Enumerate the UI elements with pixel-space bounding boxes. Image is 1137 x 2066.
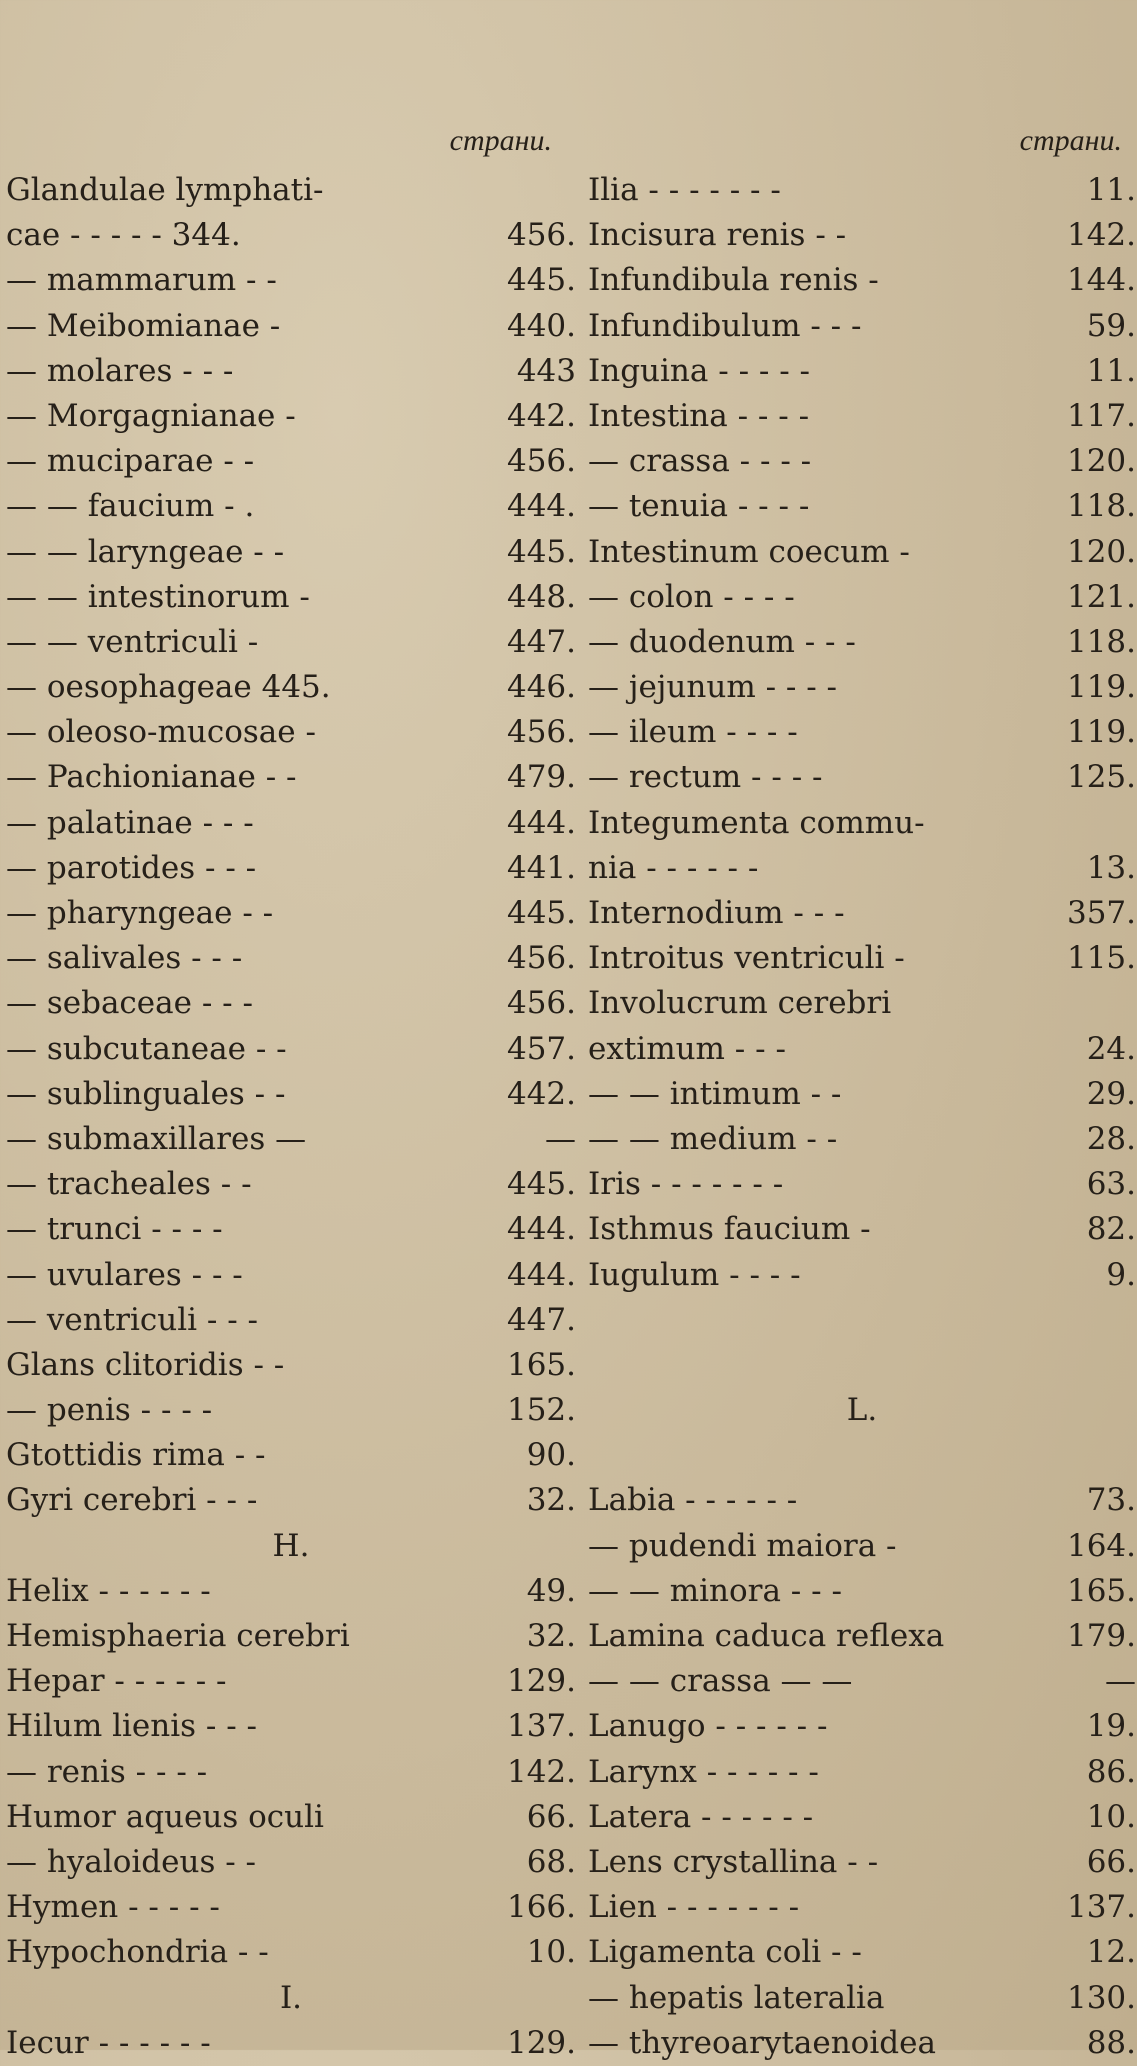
entry-term: Hilum lienis - - -	[6, 1708, 258, 1745]
entry-page-number: 444.	[506, 804, 576, 841]
entry-page-number: 442.	[506, 397, 576, 434]
entry-term: Larynx - - - - - -	[588, 1753, 819, 1790]
index-entry	[6, 1207, 576, 1252]
index-entry	[6, 1659, 576, 1704]
entry-page-number: 164.	[1066, 1527, 1136, 1564]
entry-term: — tenuia - - - -	[588, 488, 810, 525]
blank-line	[588, 1343, 1136, 1388]
entry-page-number: 165.	[506, 1346, 576, 1383]
entry-term: — — ventriculi -	[6, 623, 259, 660]
entry-term: — muciparae - -	[6, 443, 255, 480]
entry-page-number: 456.	[506, 217, 576, 254]
entry-term: — penis - - - -	[6, 1392, 213, 1429]
entry-page-number: 125.	[1066, 759, 1136, 796]
index-entry	[6, 936, 576, 981]
entry-term: — ileum - - - -	[588, 714, 798, 751]
index-entry	[6, 439, 576, 484]
index-entry	[6, 530, 576, 575]
entry-page-number: 19.	[1086, 1708, 1136, 1745]
index-entry	[588, 1478, 1136, 1523]
entry-page-number: 32.	[526, 1618, 576, 1654]
entry-term: extimum - - -	[588, 1030, 786, 1067]
index-entry	[588, 1027, 1136, 1072]
entry-term: — uvulares - - -	[6, 1256, 243, 1293]
entry-term: — oesophageae 445.	[6, 669, 331, 706]
index-entry	[588, 484, 1136, 529]
entry-term: — duodenum - - -	[588, 623, 856, 660]
entry-term: — — minora - - -	[588, 1572, 842, 1609]
entry-term: — sublinguales - -	[6, 1075, 286, 1112]
entry-page-number: 66.	[1086, 1843, 1136, 1880]
entry-term: Hepar - - - - - -	[6, 1663, 227, 1700]
entry-page-number: 479.	[506, 759, 576, 796]
index-entry	[6, 1885, 576, 1930]
entry-page-number: 82.	[1086, 1211, 1136, 1248]
left-entries	[6, 168, 576, 2066]
entry-term: Glandulae lymphati-	[6, 172, 324, 208]
entry-page-number: 118.	[1066, 623, 1136, 660]
index-entry	[588, 349, 1136, 394]
entry-term: — rectum - - - -	[588, 759, 823, 796]
entry-term: — pudendi maiora -	[588, 1527, 897, 1564]
index-entry	[588, 1162, 1136, 1207]
entry-term: — ventriculi - - -	[6, 1301, 259, 1338]
entry-term: Ligamenta coli - -	[588, 1934, 862, 1971]
entry-page-number: 357.	[1066, 895, 1136, 931]
entry-term: — — laryngeae - -	[6, 533, 285, 570]
index-entry	[6, 2021, 576, 2066]
entry-term: Intestinum coecum -	[588, 533, 910, 570]
index-entry	[6, 394, 576, 439]
index-entry	[588, 304, 1136, 349]
index-entry	[6, 755, 576, 800]
index-entry	[6, 1750, 576, 1795]
entry-page-number: 445.	[506, 262, 576, 299]
entry-term: — pharyngeae - -	[6, 895, 274, 931]
entry-page-number: 440.	[506, 307, 576, 344]
entry-term: — tracheales - -	[6, 1166, 252, 1203]
index-entry	[588, 1795, 1136, 1840]
index-entry	[588, 1976, 1136, 2021]
left-column-header: страни.	[449, 124, 552, 157]
entry-page-number: 32.	[526, 1482, 576, 1519]
entry-page-number: —	[1105, 1663, 1136, 1700]
index-entry	[588, 801, 1136, 846]
index-entry	[588, 620, 1136, 665]
index-entry	[6, 168, 576, 213]
entry-page-number: 443	[516, 352, 576, 389]
entry-term: Inguina - - - - -	[588, 352, 811, 389]
entry-term: Lanugo - - - - - -	[588, 1708, 828, 1745]
entry-page-number: 118.	[1066, 488, 1136, 525]
entry-term: Infundibula renis -	[588, 262, 879, 299]
entry-page-number: 444.	[506, 488, 576, 525]
index-entry	[6, 1253, 576, 1298]
index-entry	[588, 394, 1136, 439]
entry-term: nia - - - - - -	[588, 849, 759, 886]
entry-page-number: 120.	[1066, 443, 1136, 480]
entry-term: — hepatis lateralia	[588, 1979, 885, 2016]
entry-term: — thyreoarytaenoidea	[588, 2024, 936, 2061]
entry-term: — Morgagnianae -	[6, 397, 296, 434]
index-entry	[588, 1750, 1136, 1795]
entry-page-number: 457.	[506, 1030, 576, 1067]
index-entry	[6, 304, 576, 349]
entry-page-number: 90.	[526, 1437, 576, 1474]
entry-term: cae - - - - - 344.	[6, 217, 241, 254]
entry-term: — crassa - - - -	[588, 443, 812, 480]
entry-term: Latera - - - - - -	[588, 1798, 814, 1835]
entry-page-number: 441.	[506, 849, 576, 886]
right-column-header: страни.	[1019, 124, 1122, 157]
entry-page-number: 179.	[1066, 1618, 1136, 1654]
entry-page-number: 86.	[1086, 1753, 1136, 1790]
entry-term: Ilia - - - - - - -	[588, 172, 781, 208]
entry-term: Internodium - - -	[588, 895, 845, 931]
entry-term: Gtottidis rima - -	[6, 1437, 266, 1474]
entry-term: Glans clitoridis - -	[6, 1346, 285, 1383]
entry-term: — — faucium - .	[6, 488, 255, 525]
index-entry	[588, 936, 1136, 981]
index-entry	[6, 1795, 576, 1840]
entry-page-number: 444.	[506, 1211, 576, 1248]
entry-term: Labia - - - - - -	[588, 1482, 798, 1519]
index-entry	[588, 1614, 1136, 1659]
entry-page-number: 63.	[1086, 1166, 1136, 1203]
entry-term: Hymen - - - - -	[6, 1889, 220, 1926]
entry-page-number: 120.	[1066, 533, 1136, 570]
index-entry	[588, 1569, 1136, 1614]
index-entry	[6, 1478, 576, 1523]
entry-page-number: 456.	[506, 443, 576, 480]
entry-page-number: 28.	[1086, 1120, 1136, 1157]
entry-term: — — intimum - -	[588, 1075, 842, 1112]
entry-term: — colon - - - -	[588, 578, 795, 615]
entry-page-number: 119.	[1066, 714, 1136, 751]
entry-page-number: 11.	[1086, 352, 1136, 389]
section-letter	[6, 1976, 576, 2021]
entry-page-number: 166.	[506, 1889, 576, 1926]
index-entry	[6, 1569, 576, 1614]
index-entry	[6, 710, 576, 755]
index-entry	[6, 1162, 576, 1207]
index-entry	[588, 2021, 1136, 2066]
entry-term: — — medium - -	[588, 1120, 838, 1157]
entry-page-number: 142.	[1066, 217, 1136, 254]
index-entry	[6, 891, 576, 936]
index-entry	[588, 755, 1136, 800]
section-letter	[588, 1388, 1136, 1433]
entry-page-number: 130.	[1066, 1979, 1136, 2016]
index-entry	[588, 1704, 1136, 1749]
entry-term: — submaxillares —	[6, 1120, 307, 1157]
entry-term: Isthmus faucium -	[588, 1211, 871, 1248]
entry-term: Lens crystallina - -	[588, 1843, 879, 1880]
entry-term: Iugulum - - - -	[588, 1256, 801, 1293]
index-entry	[6, 1343, 576, 1388]
index-entry	[588, 1659, 1136, 1704]
entry-page-number: 445.	[506, 533, 576, 570]
entry-term: Iecur - - - - - -	[6, 2024, 211, 2061]
entry-page-number: 445.	[506, 895, 576, 931]
entry-term: Integumenta commu-	[588, 804, 925, 841]
entry-page-number: 447.	[506, 623, 576, 660]
entry-page-number: 129.	[506, 1663, 576, 1700]
index-entry	[6, 1930, 576, 1975]
index-entry	[6, 213, 576, 258]
index-entry	[588, 981, 1136, 1026]
entry-page-number: 446.	[506, 669, 576, 706]
index-entry	[6, 575, 576, 620]
index-entry	[588, 168, 1136, 213]
index-entry	[588, 846, 1136, 891]
entry-page-number: 13.	[1086, 849, 1136, 886]
index-entry	[588, 439, 1136, 484]
entry-page-number: 12.	[1086, 1934, 1136, 1971]
entry-term: — parotides - - -	[6, 849, 257, 886]
entry-page-number: 442.	[506, 1075, 576, 1112]
entry-term: Hemisphaeria cerebri	[6, 1618, 350, 1654]
entry-page-number: 448.	[506, 578, 576, 615]
index-entry	[6, 484, 576, 529]
entry-term: I.	[279, 1979, 303, 2016]
index-entry	[6, 1840, 576, 1885]
index-entry	[6, 1117, 576, 1162]
entry-term: Incisura renis - -	[588, 217, 847, 254]
index-entry	[588, 530, 1136, 575]
entry-term: — oleoso-mucosae -	[6, 714, 316, 751]
index-entry	[588, 213, 1136, 258]
index-entry	[588, 1207, 1136, 1252]
entry-term: Gyri cerebri - - -	[6, 1482, 258, 1519]
index-entry	[6, 1027, 576, 1072]
right-entries	[588, 168, 1136, 2066]
index-entry	[6, 665, 576, 710]
entry-page-number: —	[545, 1120, 576, 1157]
index-entry	[6, 1298, 576, 1343]
index-entry	[588, 1840, 1136, 1885]
entry-term: — salivales - - -	[6, 940, 243, 977]
entry-page-number: 73.	[1086, 1482, 1136, 1519]
entry-term: — hyaloideus - -	[6, 1843, 257, 1880]
entry-term: — molares - - -	[6, 352, 234, 389]
entry-term: Lien - - - - - - -	[588, 1889, 800, 1926]
index-entry	[588, 1117, 1136, 1162]
entry-term: — Pachionianae - -	[6, 759, 297, 796]
entry-page-number: 165.	[1066, 1572, 1136, 1609]
entry-term: — — intestinorum -	[6, 578, 310, 615]
index-entry	[6, 1614, 576, 1659]
entry-page-number: 142.	[506, 1753, 576, 1790]
entry-term: — palatinae - - -	[6, 804, 254, 841]
index-entry	[6, 1388, 576, 1433]
index-entry	[588, 258, 1136, 303]
index-entry	[588, 1524, 1136, 1569]
index-entry	[588, 1930, 1136, 1975]
entry-page-number: 49.	[526, 1572, 576, 1609]
entry-page-number: 144.	[1066, 262, 1136, 299]
blank-line	[588, 1298, 1136, 1343]
entry-page-number: 29.	[1086, 1075, 1136, 1112]
entry-term: Introitus ventriculi -	[588, 940, 905, 977]
entry-term: — — crassa — —	[588, 1663, 853, 1700]
entry-page-number: 66.	[526, 1798, 576, 1835]
entry-term: H.	[272, 1527, 310, 1564]
index-entry	[6, 258, 576, 303]
entry-page-number: 10.	[526, 1934, 576, 1971]
entry-term: Infundibulum - - -	[588, 307, 862, 344]
entry-page-number: 129.	[506, 2024, 576, 2061]
entry-term: Humor aqueus oculi	[6, 1798, 324, 1835]
index-entry	[588, 891, 1136, 936]
entry-term: L.	[846, 1392, 878, 1429]
index-entry	[6, 801, 576, 846]
entry-page-number: 59.	[1086, 307, 1136, 344]
index-entry	[588, 665, 1136, 710]
blank-line	[588, 1433, 1136, 1478]
section-letter	[6, 1524, 576, 1569]
index-entry	[6, 1704, 576, 1749]
entry-term: Intestina - - - -	[588, 397, 810, 434]
index-entry	[6, 846, 576, 891]
entry-page-number: 121.	[1066, 578, 1136, 615]
entry-page-number: 119.	[1066, 669, 1136, 706]
entry-term: — subcutaneae - -	[6, 1030, 287, 1067]
index-entry	[588, 1885, 1136, 1930]
entry-term: Iris - - - - - - -	[588, 1166, 784, 1203]
entry-page-number: 11.	[1086, 172, 1136, 208]
entry-term: — jejunum - - - -	[588, 669, 838, 706]
index-entry	[588, 575, 1136, 620]
entry-page-number: 444.	[506, 1256, 576, 1293]
entry-term: — Meibomianae -	[6, 307, 281, 344]
index-entry	[6, 1072, 576, 1117]
index-entry	[6, 981, 576, 1026]
entry-page-number: 68.	[526, 1843, 576, 1880]
entry-term: — sebaceae - - -	[6, 985, 253, 1022]
index-entry	[6, 1433, 576, 1478]
left-column	[6, 120, 576, 2066]
entry-term: Involucrum cerebri	[588, 985, 892, 1022]
index-entry	[6, 620, 576, 665]
entry-term: Lamina caduca reflexa	[588, 1618, 945, 1654]
index-entry	[588, 1253, 1136, 1298]
entry-term: — mammarum - -	[6, 262, 277, 299]
entry-term: — renis - - - -	[6, 1753, 208, 1790]
entry-term: Helix - - - - - -	[6, 1572, 211, 1609]
entry-page-number: 445.	[506, 1166, 576, 1203]
entry-page-number: 117.	[1066, 397, 1136, 434]
entry-page-number: 137.	[506, 1708, 576, 1745]
entry-page-number: 152.	[506, 1392, 576, 1429]
entry-page-number: 137.	[1066, 1889, 1136, 1926]
right-column	[588, 120, 1136, 2066]
entry-page-number: 456.	[506, 985, 576, 1022]
entry-page-number: 115.	[1066, 940, 1136, 977]
index-entry	[6, 349, 576, 394]
entry-page-number: 456.	[506, 940, 576, 977]
entry-page-number: 10.	[1086, 1798, 1136, 1835]
entry-page-number: 456.	[506, 714, 576, 751]
index-entry	[588, 1072, 1136, 1117]
entry-page-number: 24.	[1086, 1030, 1136, 1067]
index-entry	[588, 710, 1136, 755]
entry-page-number: 447.	[506, 1301, 576, 1338]
entry-page-number: 9.	[1106, 1256, 1136, 1293]
entry-term: — trunci - - - -	[6, 1211, 223, 1248]
entry-term: Hypochondria - -	[6, 1934, 269, 1971]
entry-page-number: 88.	[1086, 2024, 1136, 2061]
